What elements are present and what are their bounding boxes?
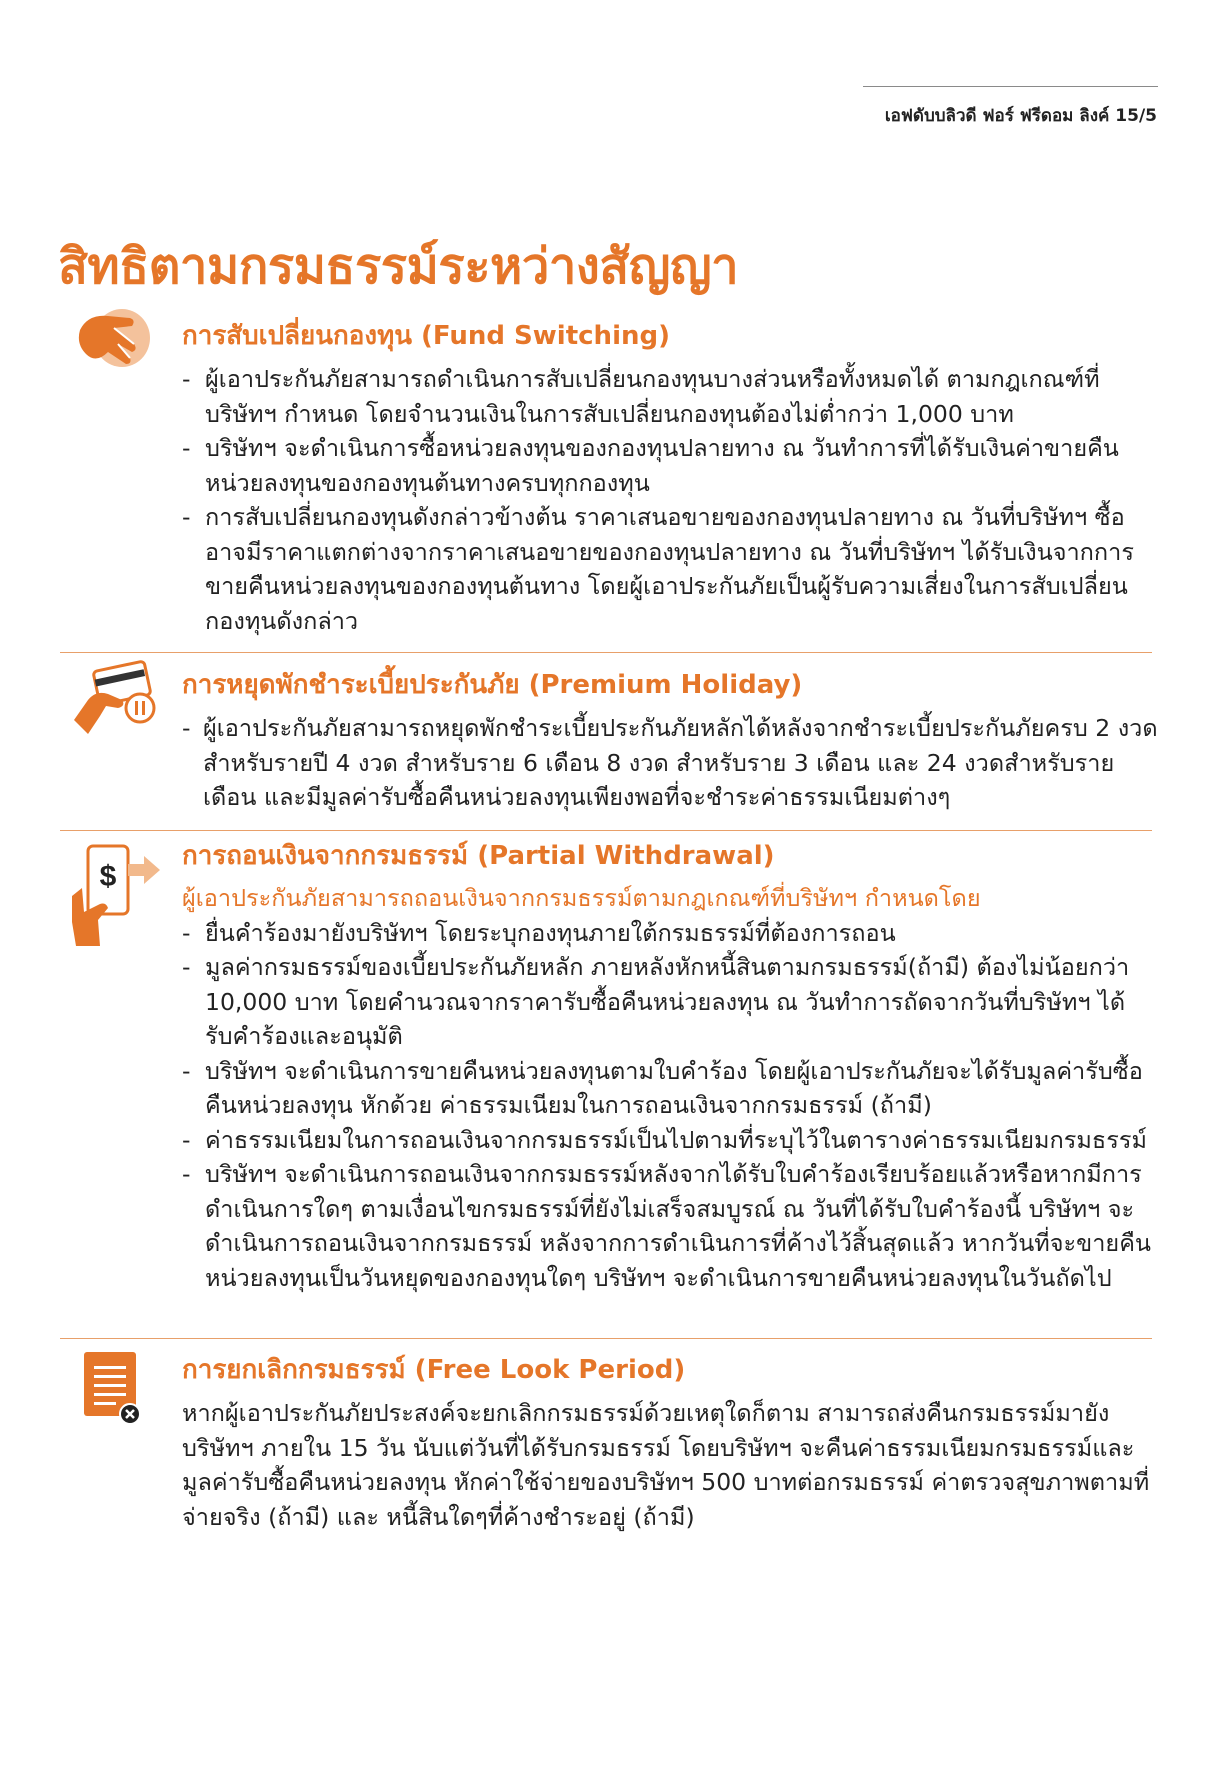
list-item: - การสับเปลี่ยนกองทุนดังกล่าวข้างต้น ราคาเสนอขายของกองทุนปลายทาง ณ วันที่บริษัทฯ ซื้ออาจมีราคาแตกต่างจากราคาเสนอขายของกองทุนปลายทาง ณ วันที่บริษัทฯ ได้รับเงินจากการขายคืนหน่วยลงทุนของกองทุนต้นทาง โดยผู้เอาประกันภัยเป็นผู้รับความเสี่ยงในการสับเปลี่ยนกองทุนดังกล่าว: [182, 500, 1162, 638]
bullet-list: [182, 362, 1162, 638]
list-item: - ผู้เอาประกันภัยสามารถดำเนินการสับเปลี่ยนกองทุนบางส่วนหรือทั้งหมดได้ ตามกฎเกณฑ์ที่บริษัทฯ กำหนด โดยจำนวนเงินในการสับเปลี่ยนกองทุนต้องไม่ต่ำกว่า 1,000 บาท: [182, 362, 1162, 431]
section-divider: [60, 1338, 1152, 1339]
header-label: เอฟดับบลิวดี ฟอร์ ฟรีดอม ลิงค์ 15/5: [884, 106, 1157, 126]
svg-text:$: $: [99, 860, 117, 893]
section-title: การหยุดพักชำระเบี้ยประกันภัย (Premium Holiday): [182, 670, 803, 700]
section-title: การยกเลิกกรมธรรม์ (Free Look Period): [182, 1355, 686, 1385]
header-rule: [863, 86, 1158, 87]
list-item: - มูลค่ากรมธรรม์ของเบี้ยประกันภัยหลัก ภายหลังหักหนี้สินตามกรมธรรม์(ถ้ามี) ต้องไม่น้อยกว่า 10,000 บาท โดยคำนวณจากราคารับซื้อคืนหน่วยลงทุน ณ วันทำการถัดจากวันที่บริษัทฯ ได้รับคำร้องและอนุมัติ: [182, 950, 1162, 1054]
list-item: - บริษัทฯ จะดำเนินการขายคืนหน่วยลงทุนตามใบคำร้อง โดยผู้เอาประกันภัยจะได้รับมูลค่ารับซื้อคืนหน่วยลงทุน หักด้วย ค่าธรรมเนียมในการถอนเงินจากกรมธรรม์ (ถ้ามี): [182, 1054, 1162, 1123]
list-item: - บริษัทฯ จะดำเนินการซื้อหน่วยลงทุนของกองทุนปลายทาง ณ วันทำการที่ได้รับเงินค่าขายคืนหน่วยลงทุนของกองทุนต้นทางครบทุกกองทุน: [182, 431, 1162, 500]
section-divider: [60, 830, 1152, 831]
section-title: การสับเปลี่ยนกองทุน (Fund Switching): [182, 321, 670, 351]
section-body: [182, 881, 1162, 1295]
bullet-list: [182, 916, 1162, 1296]
lead-text: ผู้เอาประกันภัยสามารถถอนเงินจากกรมธรรม์ตามกฎเกณฑ์ที่บริษัทฯ กำหนดโดย: [182, 884, 981, 912]
document-cancel-icon: [82, 1350, 144, 1426]
bullet-list: [182, 711, 1162, 815]
list-item: - ยื่นคำร้องมายังบริษัทฯ โดยระบุกองทุนภายใต้กรมธรรม์ที่ต้องการถอน: [182, 916, 1162, 951]
section-divider: [60, 652, 1152, 653]
section-paragraph: หากผู้เอาประกันภัยประสงค์จะยกเลิกกรมธรรม์ด้วยเหตุใดก็ตาม สามารถส่งคืนกรมธรรม์มายังบริษัทฯ ภายใน 15 วัน นับแต่วันที่ได้รับกรมธรรม์ โดยบริษัทฯ จะคืนค่าธรรมเนียมกรมธรรม์และมูลค่ารับซื้อคืนหน่วยลงทุน หักค่าใช้จ่ายของบริษัทฯ 500 บาทต่อกรมธรรม์ ค่าตรวจสุขภาพตามที่จ่ายจริง (ถ้ามี) และ หนี้สินใดๆที่ค้างชำระอยู่ (ถ้ามี): [182, 1399, 1150, 1531]
phone-withdraw-icon: [70, 842, 162, 948]
card-pause-icon: [70, 660, 160, 740]
list-item: - บริษัทฯ จะดำเนินการถอนเงินจากกรมธรรม์หลังจากได้รับใบคำร้องเรียบร้อยแล้วหรือหากมีการดำเนินการใดๆ ตามเงื่อนไขกรมธรรม์ที่ยังไม่เสร็จสมบูรณ์ ณ วันที่ได้รับใบคำร้องนี้ บริษัทฯ จะดำเนินการถอนเงินจากกรมธรรม์ หลังจากการดำเนินการที่ค้างไว้สิ้นสุดแล้ว หากวันที่จะขายคืนหน่วยลงทุนเป็นวันหยุดของกองทุนใดๆ บริษัทฯ จะดำเนินการขายคืนหน่วยลงทุนในวันถัดไป: [182, 1157, 1162, 1295]
list-item: - ผู้เอาประกันภัยสามารถหยุดพักชำระเบี้ยประกันภัยหลักได้หลังจากชำระเบี้ยประกันภัยครบ 2 งวดสำหรับรายปี 4 งวด สำหรับราย 6 เดือน 8 งวด สำหรับราย 3 เดือน และ 24 งวดสำหรับรายเดือน และมีมูลค่ารับซื้อคืนหน่วยลงทุนเพียงพอที่จะชำระค่าธรรมเนียมต่างๆ: [182, 711, 1162, 815]
list-item: - ค่าธรรมเนียมในการถอนเงินจากกรมธรรม์เป็นไปตามที่ระบุไว้ในตารางค่าธรรมเนียมกรมธรรม์: [182, 1123, 1162, 1158]
section-title: การถอนเงินจากกรมธรรม์ (Partial Withdrawal): [182, 841, 775, 871]
page-title: สิทธิตามกรมธรรม์ระหว่างสัญญา: [58, 238, 739, 295]
hand-switch-icon: [74, 304, 156, 378]
